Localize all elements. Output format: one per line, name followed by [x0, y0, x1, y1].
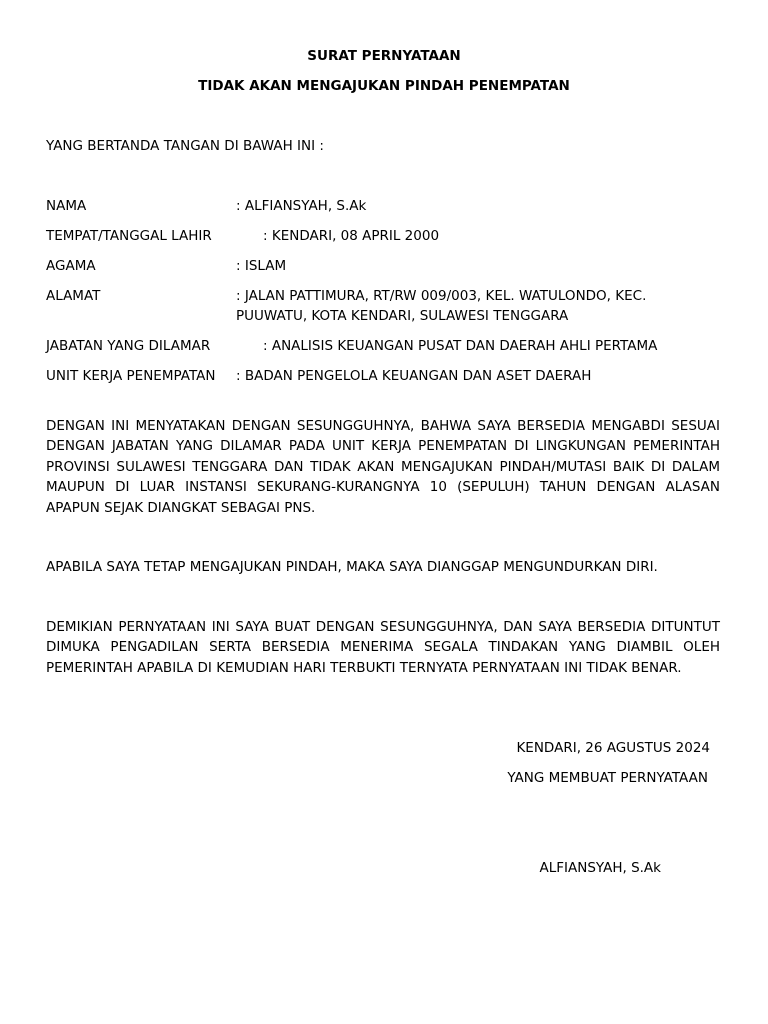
field-value: : KENDARI, 08 APRIL 2000 — [263, 228, 440, 244]
field-label: JABATAN YANG DILAMAR — [46, 338, 211, 354]
field-value: : ANALISIS KEUANGAN PUSAT DAN DAERAH AHLI PERTAMA — [263, 338, 658, 354]
statement-paragraph: DENGAN INI MENYATAKAN DENGAN SESUNGGUHNYA, BAHWA SAYA BERSEDIA MENGABDI SESUAI DENGAN JABATAN YANG DILAMAR PADA UNIT KERJA PENEMPATAN DI LINGKUNGAN PEMERINTAH PROVINSI SULAWESI TENGGARA DAN TIDAK AKAN MENGAJUKAN PINDAH/MUTASI BAIK DI DALAM MAUPUN DI LUAR INSTANSI SEKURANG-KURANGNYA 10 (SEPULUH) TAHUN DENGAN ALASAN APAPUN SEJAK DIANGKAT SEBAGAI PNS. — [46, 418, 720, 516]
consequence-paragraph: APABILA SAYA TETAP MENGAJUKAN PINDAH, MAKA SAYA DIANGGAP MENGUNDURKAN DIRI. — [46, 559, 658, 575]
field-label: UNIT KERJA PENEMPATAN — [46, 368, 216, 384]
field-value: : ALFIANSYAH, S.Ak — [236, 198, 367, 214]
field-value: : ISLAM — [236, 258, 287, 274]
intro-text: YANG BERTANDA TANGAN DI BAWAH INI : — [46, 138, 324, 154]
signature-name: ALFIANSYAH, S.Ak — [539, 860, 661, 876]
field-label: NAMA — [46, 198, 87, 214]
field-value-continuation: PUUWATU, KOTA KENDARI, SULAWESI TENGGARA — [236, 308, 569, 324]
field-label: TEMPAT/TANGGAL LAHIR — [46, 228, 212, 244]
signature-role: YANG MEMBUAT PERNYATAAN — [507, 770, 708, 786]
field-label: AGAMA — [46, 258, 96, 274]
field-label: ALAMAT — [46, 288, 101, 304]
document-subtitle: TIDAK AKAN MENGAJUKAN PINDAH PENEMPATAN — [198, 78, 570, 94]
closing-paragraph: DEMIKIAN PERNYATAAN INI SAYA BUAT DENGAN SESUNGGUHNYA, DAN SAYA BERSEDIA DITUNTUT DIMUKA PENGADILAN SERTA BERSEDIA MENERIMA SEGALA TINDAKAN YANG DIAMBIL OLEH PEMERINTAH APABILA DI KEMUDIAN HARI TERBUKTI TERNYATA PERNYATAAN INI TIDAK BENAR. — [46, 619, 720, 676]
signature-place-date: KENDARI, 26 AGUSTUS 2024 — [516, 740, 710, 756]
field-value: : JALAN PATTIMURA, RT/RW 009/003, KEL. WATULONDO, KEC. — [236, 288, 647, 304]
field-value: : BADAN PENGELOLA KEUANGAN DAN ASET DAERAH — [236, 368, 592, 384]
document-title: SURAT PERNYATAAN — [307, 48, 461, 64]
